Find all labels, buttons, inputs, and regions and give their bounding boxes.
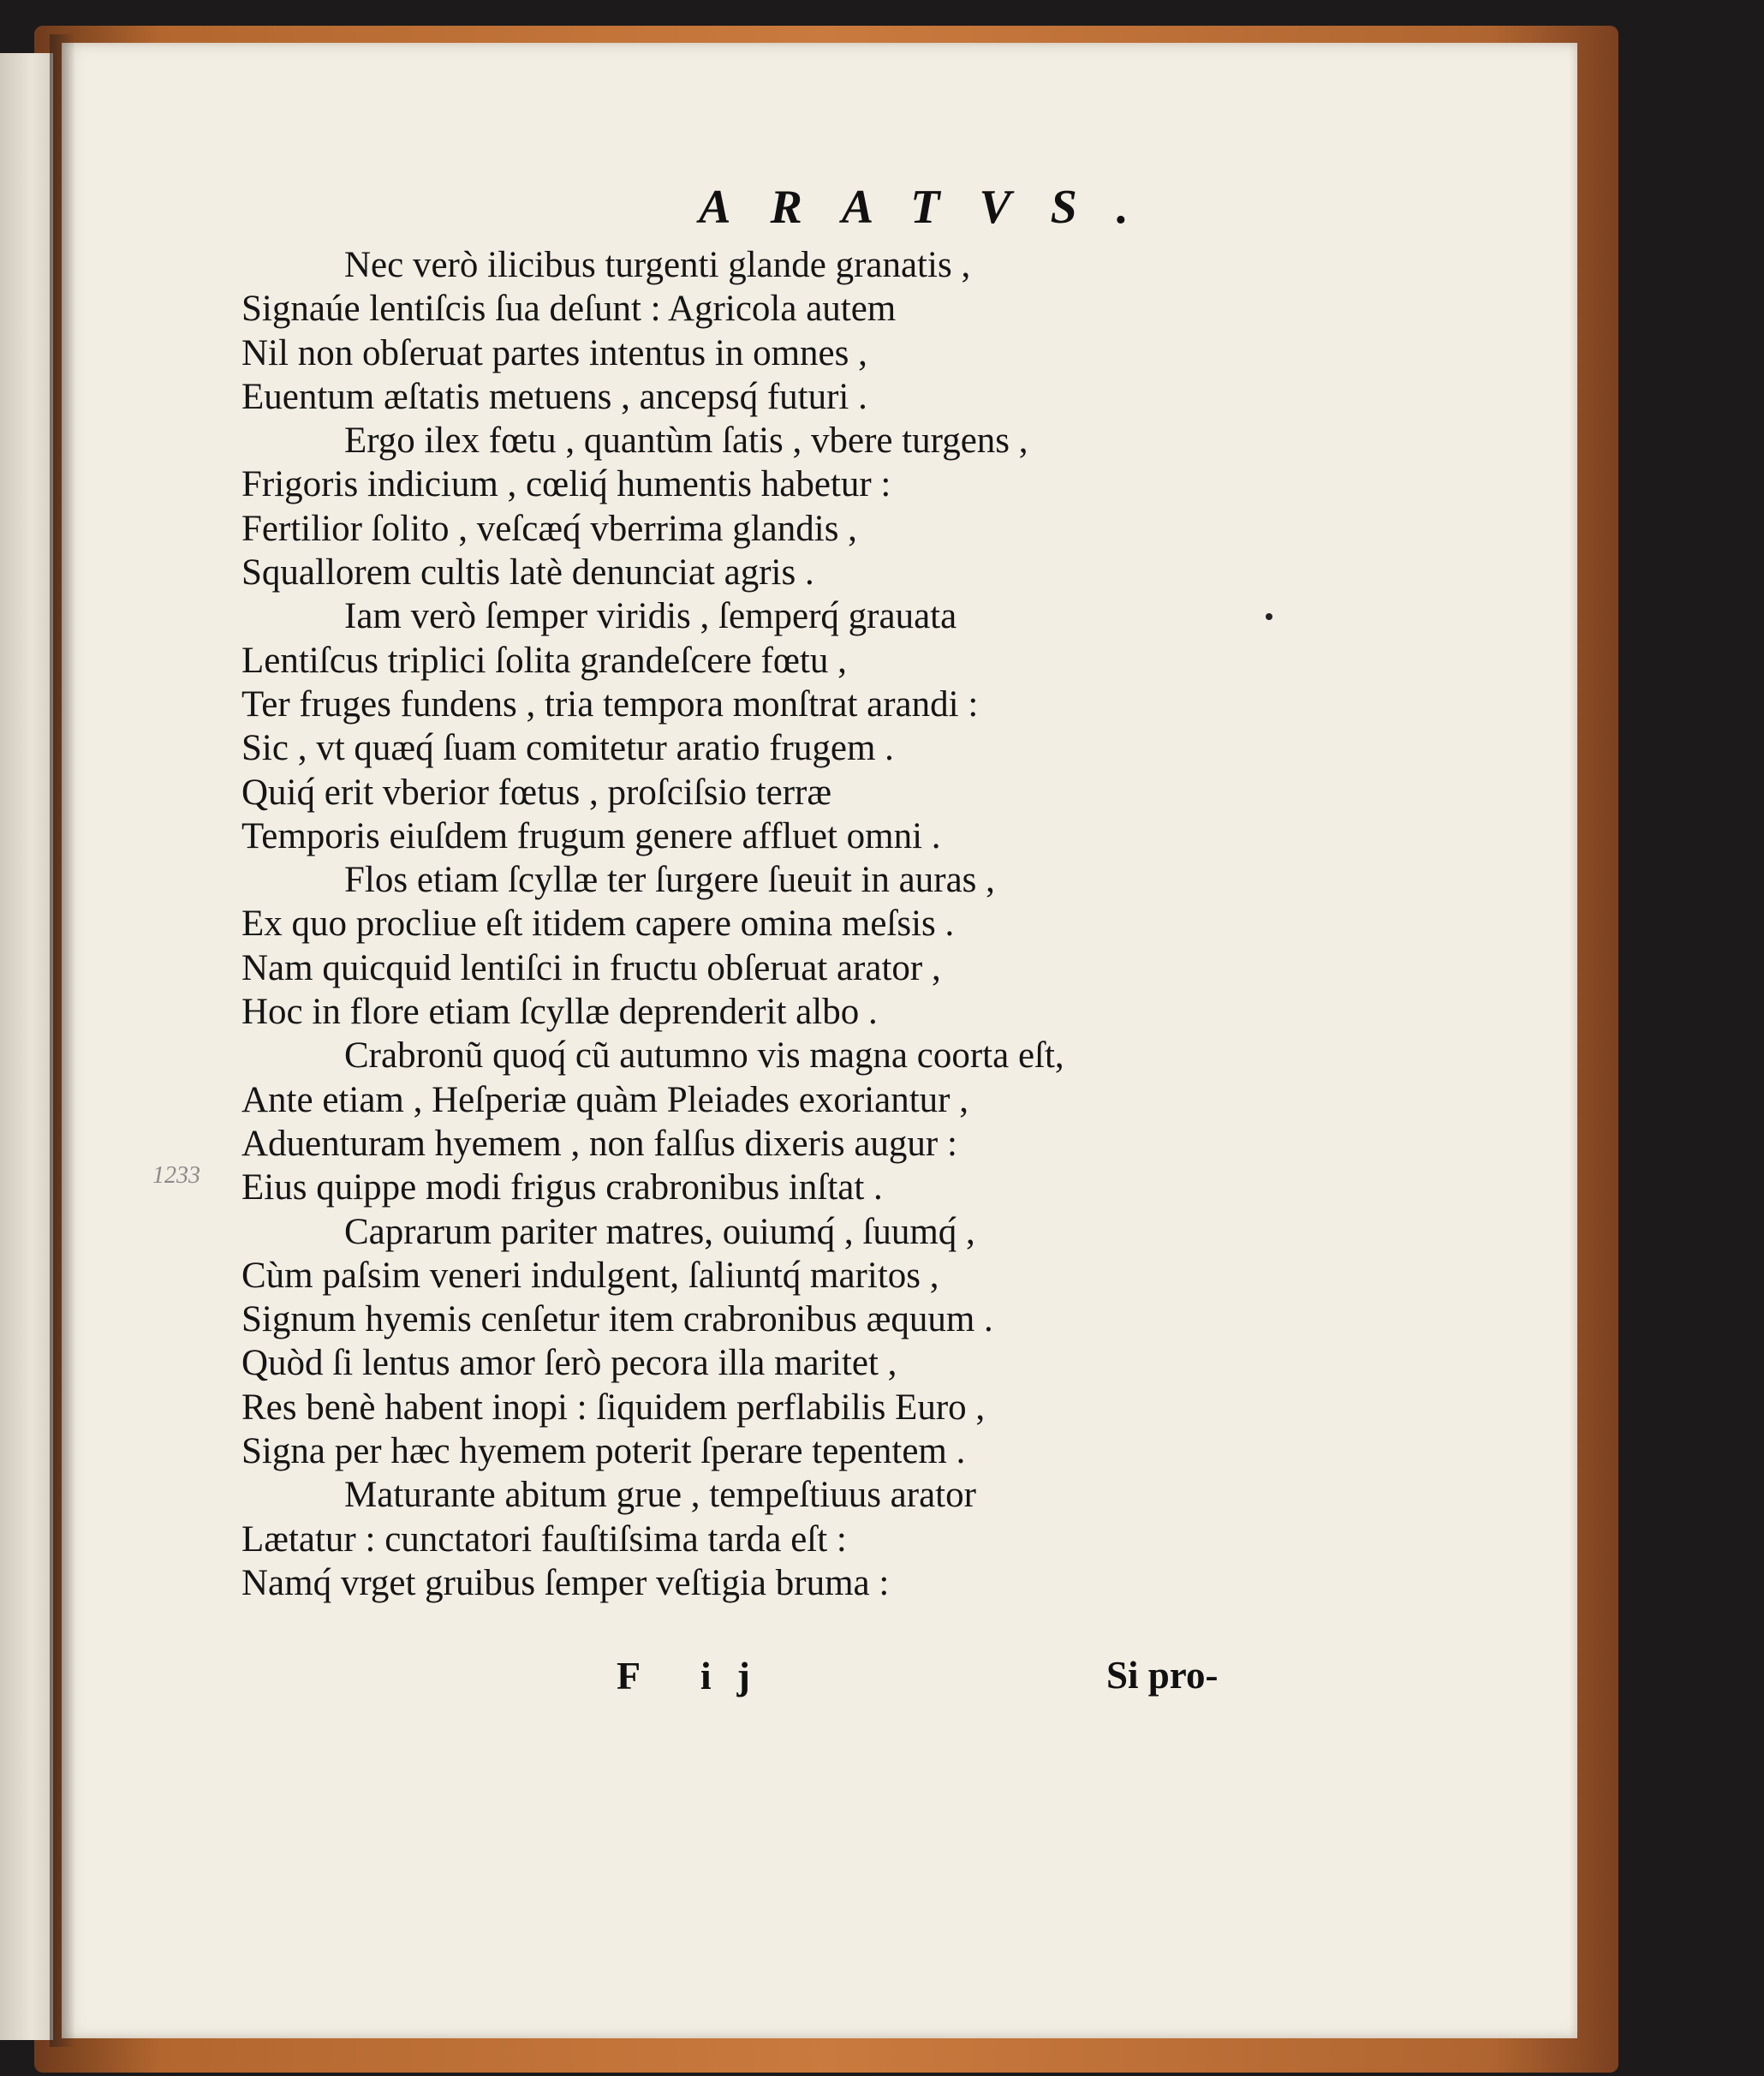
verse-line: Squallorem cultis latè denunciat agris . bbox=[241, 552, 814, 594]
gutter-shadow bbox=[50, 34, 75, 2047]
verse-line: Nec verò ilicibus turgenti glande granatis , bbox=[344, 245, 971, 285]
verse-line: Ergo ilex fœtu , quantùm ſatis , vbere turgens , bbox=[344, 421, 1028, 462]
verse-line: Eius quippe modi frigus crabronibus inſtat . bbox=[241, 1167, 883, 1208]
verse-line: Lætatur : cunctatori fauſtiſsima tarda eſt : bbox=[241, 1518, 847, 1560]
verse-line: Fertilior ſolito , veſcæq́ vberrima glandis , bbox=[241, 508, 857, 549]
catchword: Si pro- bbox=[1106, 1654, 1219, 1697]
verse-line: Euentum æſtatis metuens , ancepsq́ futuri . bbox=[241, 376, 867, 417]
verse-line: Temporis eiuſdem frugum genere affluet omni . bbox=[241, 815, 941, 856]
verse-line: Flos etiam ſcyllæ ter ſurgere ſueuit in auras , bbox=[344, 860, 995, 901]
verse-line: Maturante abitum grue , tempeſtiuus arator bbox=[344, 1475, 976, 1516]
margin-note: 1233 bbox=[152, 1162, 200, 1189]
running-title: ARATVS. bbox=[699, 181, 1168, 234]
verse-line: Lentiſcus triplici ſolita grandeſcere fœtu , bbox=[241, 640, 847, 681]
verse-line: Quiq́ erit vberior fœtus , proſciſsio terræ bbox=[241, 772, 832, 813]
verse-line: Crabronũ quoq́ cũ autumno vis magna coorta eſt, bbox=[344, 1035, 1064, 1077]
verse-line: Nam quicquid lentiſci in fructu obſeruat arator , bbox=[241, 947, 941, 988]
verse-line: Nil non obſeruat partes intentus in omnes , bbox=[241, 332, 867, 373]
verse-line: Cùm paſsim veneri indulgent, ſaliuntq́ maritos , bbox=[241, 1255, 939, 1296]
verse-line: Aduenturam hyemem , non falſus dixeris augur : bbox=[241, 1123, 957, 1164]
verse-line: Ter fruges fundens , tria tempora monſtrat arandi : bbox=[241, 683, 979, 725]
verse-line: Signum hyemis cenſetur item crabronibus æquum . bbox=[241, 1299, 993, 1340]
verse-line: Caprarum pariter matres, ouiumq́ , ſuumq́ , bbox=[344, 1211, 975, 1252]
verse-line: Frigoris indicium , cœliq́ humentis habetur : bbox=[241, 464, 891, 505]
verse-line: Ex quo procliue eſt itidem capere omina meſsis . bbox=[241, 904, 955, 945]
verse-line: Signa per hæc hyemem poterit ſperare tepentem . bbox=[241, 1431, 966, 1472]
verse-line: Res benè habent inopi : ſiquidem perflabilis Euro , bbox=[241, 1387, 986, 1428]
facing-page-edge bbox=[0, 53, 53, 2040]
verse-line: Signaúe lentiſcis ſua deſunt : Agricola autem bbox=[241, 289, 897, 330]
ink-speck bbox=[1266, 613, 1272, 620]
signature-mark: F ij bbox=[617, 1654, 776, 1697]
verse-line: Hoc in flore etiam ſcyllæ deprenderit albo . bbox=[241, 992, 878, 1033]
verse-line: Quòd ſi lentus amor ſerò pecora illa maritet , bbox=[241, 1343, 897, 1384]
verse-line: Iam verò ſemper viridis , ſemperq́ grauata bbox=[344, 596, 957, 637]
verse-text bbox=[241, 243, 1269, 1605]
verse-line: Ante etiam , Heſperiæ quàm Pleiades exoriantur , bbox=[241, 1079, 968, 1120]
verse-line: Sic , vt quæq́ ſuam comitetur aratio frugem . bbox=[241, 728, 894, 769]
verse-line: Namq́ vrget gruibus ſemper veſtigia bruma : bbox=[241, 1562, 890, 1603]
